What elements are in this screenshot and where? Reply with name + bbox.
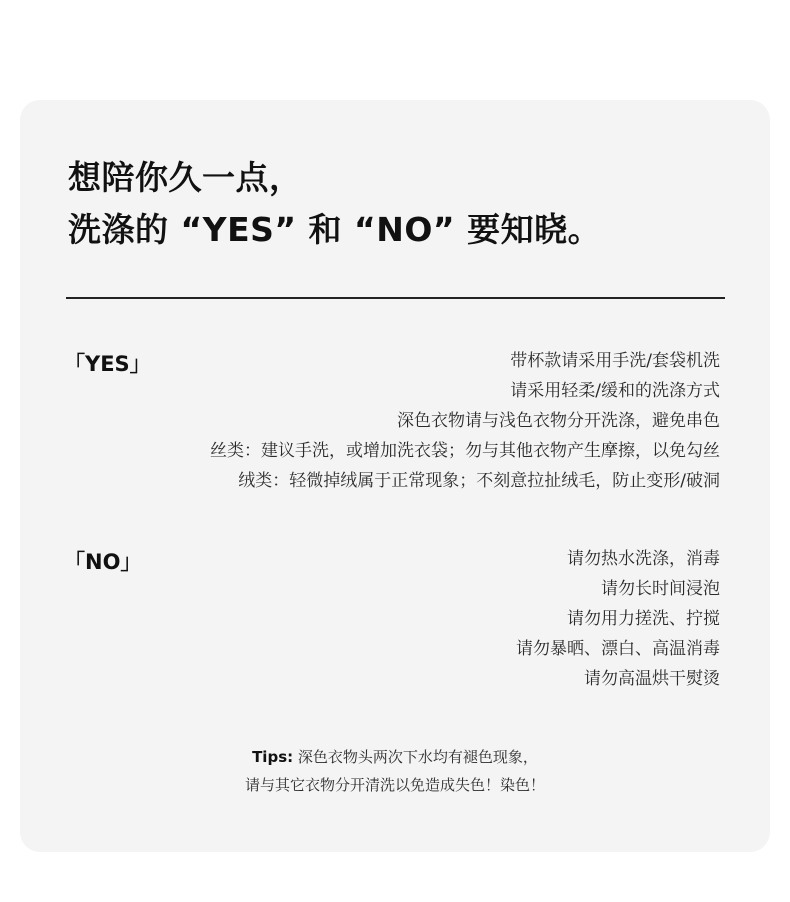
no-item: 请勿高温烘干熨烫 xyxy=(584,669,720,689)
yes-list xyxy=(210,346,720,496)
yes-section-label: 「YES」 xyxy=(64,352,151,376)
tips-prefix: Tips: xyxy=(252,748,294,766)
tips-note xyxy=(20,743,770,799)
no-item: 请勿暴晒、漂白、高温消毒 xyxy=(516,639,720,659)
yes-item: 请采用轻柔/缓和的洗涤方式 xyxy=(510,381,720,401)
no-item: 请勿热水洗涤，消毒 xyxy=(567,549,720,569)
yes-item: 深色衣物请与浅色衣物分开洗涤，避免串色 xyxy=(397,411,720,431)
no-item: 请勿用力搓洗、拧搅 xyxy=(567,609,720,629)
yes-item: 绒类：轻微掉绒属于正常现象；不刻意拉扯绒毛，防止变形/破洞 xyxy=(238,471,720,491)
title-line-2: 洗涤的 “YES” 和 “NO” 要知晓。 xyxy=(68,210,602,249)
no-item: 请勿长时间浸泡 xyxy=(601,579,720,599)
no-list xyxy=(516,544,720,694)
tips-line-1 xyxy=(20,743,770,771)
page-title xyxy=(68,152,601,256)
yes-item: 丝类：建议手洗，或增加洗衣袋；勿与其他衣物产生摩擦，以免勾丝 xyxy=(210,441,720,461)
yes-item: 带杯款请采用手洗/套袋机洗 xyxy=(510,351,720,371)
divider xyxy=(66,297,725,299)
title-line-1: 想陪你久一点， xyxy=(68,158,303,197)
no-section-label: 「NO」 xyxy=(64,550,142,574)
tips-text-1: 深色衣物头两次下水均有褪色现象， xyxy=(293,748,538,766)
tips-line-2: 请与其它衣物分开清洗以免造成失色！染色！ xyxy=(244,776,545,794)
care-instructions-card xyxy=(20,100,770,852)
